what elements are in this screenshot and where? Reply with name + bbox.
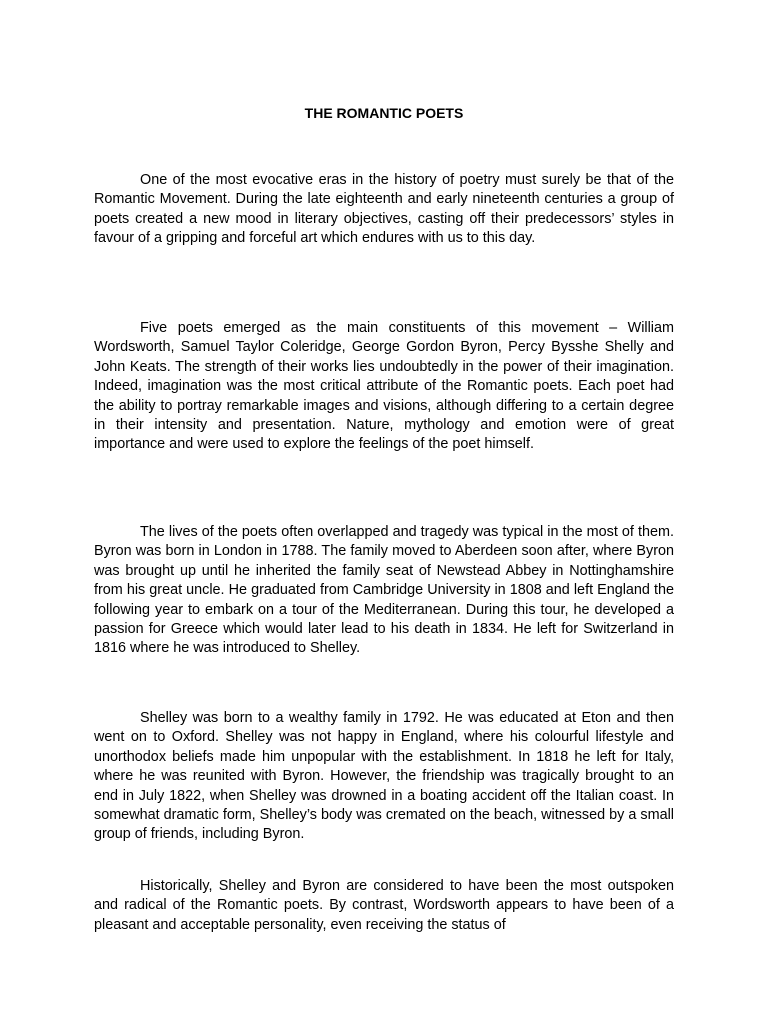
document-title: THE ROMANTIC POETS (304, 105, 464, 121)
paragraph-2: Five poets emerged as the main constituents of this movement – William Wordsworth, Samuel Taylor Coleridge, George Gordon Byron, Percy Bysshe Shelly and John Keats. The strength of their works lies undoubtedly in the power of their imagination. Indeed, imagination was the most critical attribute of the Romantic poets. Each poet had the ability to portray remarkable images and visions, although differing to a certain degree in their intensity and presentation. Nature, mythology and emotion were of great importance and were used to explore the feelings of the poet himself. (94, 320, 674, 453)
paragraph-1: One of the most evocative eras in the history of poetry must surely be that of the Romantic Movement. During the late eighteenth and early nineteenth centuries a group of poets created a new mood in literary objectives, casting off their predecessors’ styles in favour of a gripping and forceful art which endures with us to this day. (94, 172, 674, 247)
paragraph-5: Historically, Shelley and Byron are considered to have been the most outspoken and radical of the Romantic poets. By contrast, Wordsworth appears to have been of a pleasant and acceptable personality, even receiving the status of (94, 878, 674, 933)
paragraph-3: The lives of the poets often overlapped and tragedy was typical in the most of them. Byron was born in London in 1788. The family moved to Aberdeen soon after, where Byron was brought up until he inherited the family seat of Newstead Abbey in Nottinghamshire from his great uncle. He graduated from Cambridge University in 1808 and left England the following year to embark on a tour of the Mediterranean. During this tour, he developed a passion for Greece which would later lead to his death in 1834. He left for Switzerland in 1816 where he was introduced to Shelley. (94, 524, 674, 657)
paragraph-4: Shelley was born to a wealthy family in 1792. He was educated at Eton and then went on to Oxford. Shelley was not happy in England, where his colourful lifestyle and unorthodox beliefs made him unpopular with the establishment. In 1818 he left for Italy, where he was reunited with Byron. However, the friendship was tragically brought to an end in July 1822, when Shelley was drowned in a boating accident off the Italian coast. In somewhat dramatic form, Shelley’s body was cremated on the beach, witnessed by a small group of friends, including Byron. (94, 710, 674, 843)
